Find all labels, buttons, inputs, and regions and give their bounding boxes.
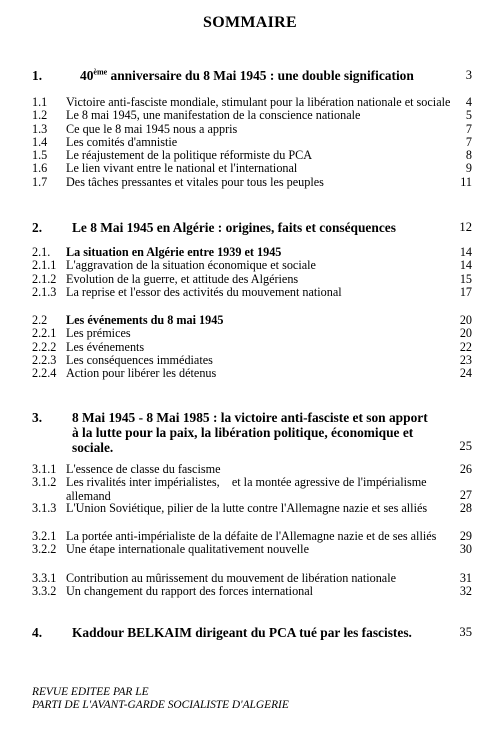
section-3-heading (32, 410, 472, 458)
toc-entry (32, 246, 472, 259)
entry-number: 3.1.2 (32, 475, 57, 490)
entry-number: 3.1.1 (32, 462, 57, 476)
entry-title: L'Union Soviétique, pilier de la lutte contre l'Allemagne nazie et ses alliés (66, 501, 428, 516)
section-page: 3 (465, 68, 472, 82)
entry-page: 7 (465, 134, 472, 149)
entry-title: La reprise et l'essor des activités du mouvement national (66, 284, 342, 299)
toc-entry (32, 502, 472, 515)
entry-number: 2.2.4 (32, 366, 57, 381)
entry-page: 24 (459, 366, 472, 381)
toc-entry (32, 109, 472, 122)
entry-page: 30 (459, 542, 472, 557)
entry-number: 1.2 (32, 108, 48, 123)
entry-page: 11 (460, 174, 472, 189)
toc-entry (32, 572, 472, 585)
entry-page: 4 (465, 95, 472, 109)
title-part: anniversaire du 8 Mai 1945 : une double signification (107, 68, 414, 83)
entry-number: 1.1 (32, 95, 48, 109)
entry-page: 27 (459, 488, 472, 503)
section-number: 4. (32, 625, 43, 640)
entry-title: Victoire anti-fasciste mondiale, stimulant pour la libération nationale et sociale (66, 95, 451, 109)
entry-title: Un changement du rapport des forces international (66, 584, 314, 599)
page-title: SOMMAIRE (203, 14, 297, 31)
title-part: 40 (80, 68, 94, 83)
section-1-entries (32, 96, 472, 189)
entry-number: 2.2.3 (32, 352, 57, 367)
entry-number: 3.2.2 (32, 542, 57, 557)
toc-entry (32, 341, 472, 354)
toc-entry (32, 585, 472, 598)
toc-entry (32, 463, 472, 476)
entry-page: 5 (465, 108, 472, 123)
toc-entry (32, 259, 472, 272)
entry-number: 3.2.1 (32, 529, 57, 543)
section-number: 2. (32, 220, 43, 235)
footer-line: REVUE EDITEE PAR LE (32, 686, 149, 698)
section-title: Kaddour BELKAIM dirigeant du PCA tué par les fascistes. (72, 625, 412, 640)
section-3-1-entries (32, 463, 472, 516)
entry-number: 1.7 (32, 174, 48, 189)
entry-title: Ce que le 8 mai 1945 nous a appris (66, 121, 238, 136)
toc-entry (32, 176, 472, 189)
entry-title: Les comités d'amnistie (66, 134, 178, 149)
entry-page: 15 (459, 271, 472, 286)
entry-title: La portée anti-impérialiste de la défaite de l'Allemagne nazie et de ses alliés (66, 529, 437, 543)
entry-title: Action pour libérer les détenus (66, 366, 217, 381)
entry-page: 32 (459, 584, 472, 599)
entry-number: 2.1.2 (32, 271, 57, 286)
toc-entry (32, 123, 472, 136)
title-superscript: ème (93, 67, 108, 77)
publisher-footer (32, 686, 289, 712)
entry-title: Le réajustement de la politique réformiste du PCA (66, 148, 313, 163)
entry-page: 20 (459, 313, 472, 327)
entry-title: Les événements du 8 mai 1945 (66, 313, 224, 327)
section-2-1-entries (32, 246, 472, 299)
entry-title: Les événements (66, 339, 145, 354)
entry-number: 1.5 (32, 148, 48, 163)
section-title: Le 8 Mai 1945 en Algérie : origines, faits et conséquences (72, 220, 396, 235)
entry-title-line: Les rivalités inter impérialistes, et la montée agressive de l'impérialisme (66, 475, 427, 490)
entry-page: 28 (459, 501, 472, 516)
toc-entry (32, 314, 472, 327)
entry-number: 2.1.3 (32, 284, 57, 299)
toc-entry (32, 476, 472, 502)
entry-title: Les prémices (66, 326, 131, 341)
entry-number: 3.3.2 (32, 584, 57, 599)
entry-title: L'essence de classe du fascisme (66, 462, 221, 476)
entry-number: 3.1.3 (32, 501, 57, 516)
section-page: 12 (459, 220, 472, 234)
entry-number: 2.1.1 (32, 258, 57, 273)
entry-title-line: allemand (66, 488, 111, 503)
section-2-2-entries (32, 314, 472, 380)
entry-title: Le lien vivant entre le national et l'international (66, 161, 298, 176)
entry-title: Evolution de la guerre, et attitude des Algériens (66, 271, 299, 286)
section-3-3-entries (32, 572, 472, 599)
entry-page: 31 (459, 571, 472, 585)
section-3-2-entries (32, 530, 472, 557)
entry-page: 26 (459, 462, 472, 476)
entry-page: 20 (459, 326, 472, 341)
entry-number: 2.2.1 (32, 326, 57, 341)
entry-page: 17 (459, 284, 472, 299)
toc-entry (32, 286, 472, 299)
entry-title (66, 476, 446, 503)
section-title (72, 410, 492, 455)
section-number: 3. (32, 410, 43, 425)
title-line: sociale. (72, 440, 114, 455)
entry-number: 1.4 (32, 134, 48, 149)
toc-entry (32, 273, 472, 286)
entry-number: 2.2 (32, 313, 48, 327)
entry-title: La situation en Algérie entre 1939 et 1945 (66, 245, 282, 259)
toc-entry (32, 367, 472, 380)
entry-title: Les conséquences immédiates (66, 352, 213, 367)
entry-title: L'aggravation de la situation économique et sociale (66, 258, 316, 273)
section-title (80, 68, 460, 83)
toc-entry (32, 136, 472, 149)
toc-entry (32, 96, 472, 109)
entry-page: 9 (465, 161, 472, 176)
toc-entry (32, 543, 472, 556)
entry-page: 7 (465, 121, 472, 136)
footer-line: PARTI DE L'AVANT-GARDE SOCIALISTE D'ALGERIE (32, 699, 289, 711)
entry-title: Contribution au mûrissement du mouvement de libération nationale (66, 571, 397, 585)
entry-page: 14 (459, 258, 472, 273)
section-page: 25 (459, 439, 472, 453)
entry-page: 29 (459, 529, 472, 543)
title-line: 8 Mai 1945 - 8 Mai 1985 : la victoire anti-fasciste et son apport (72, 410, 428, 425)
entry-title: Le 8 mai 1945, une manifestation de la conscience nationale (66, 108, 361, 123)
entry-page: 8 (465, 148, 472, 163)
entry-number: 2.2.2 (32, 339, 57, 354)
section-page: 35 (459, 625, 472, 639)
toc-entry (32, 354, 472, 367)
entry-title: Des tâches pressantes et vitales pour tous les peuples (66, 174, 324, 189)
toc-entry (32, 327, 472, 340)
entry-number: 3.3.1 (32, 571, 57, 585)
toc-entry (32, 530, 472, 543)
title-line: à la lutte pour la paix, la libération politique, économique et (72, 425, 414, 440)
entry-number: 1.3 (32, 121, 48, 136)
entry-number: 2.1. (32, 245, 51, 259)
entry-page: 14 (459, 245, 472, 259)
entry-page: 22 (459, 339, 472, 354)
entry-page: 23 (459, 352, 472, 367)
section-number: 1. (32, 68, 43, 83)
entry-number: 1.6 (32, 161, 48, 176)
toc-entry (32, 162, 472, 175)
toc-entry (32, 149, 472, 162)
entry-title: Une étape internationale qualitativement nouvelle (66, 542, 309, 557)
